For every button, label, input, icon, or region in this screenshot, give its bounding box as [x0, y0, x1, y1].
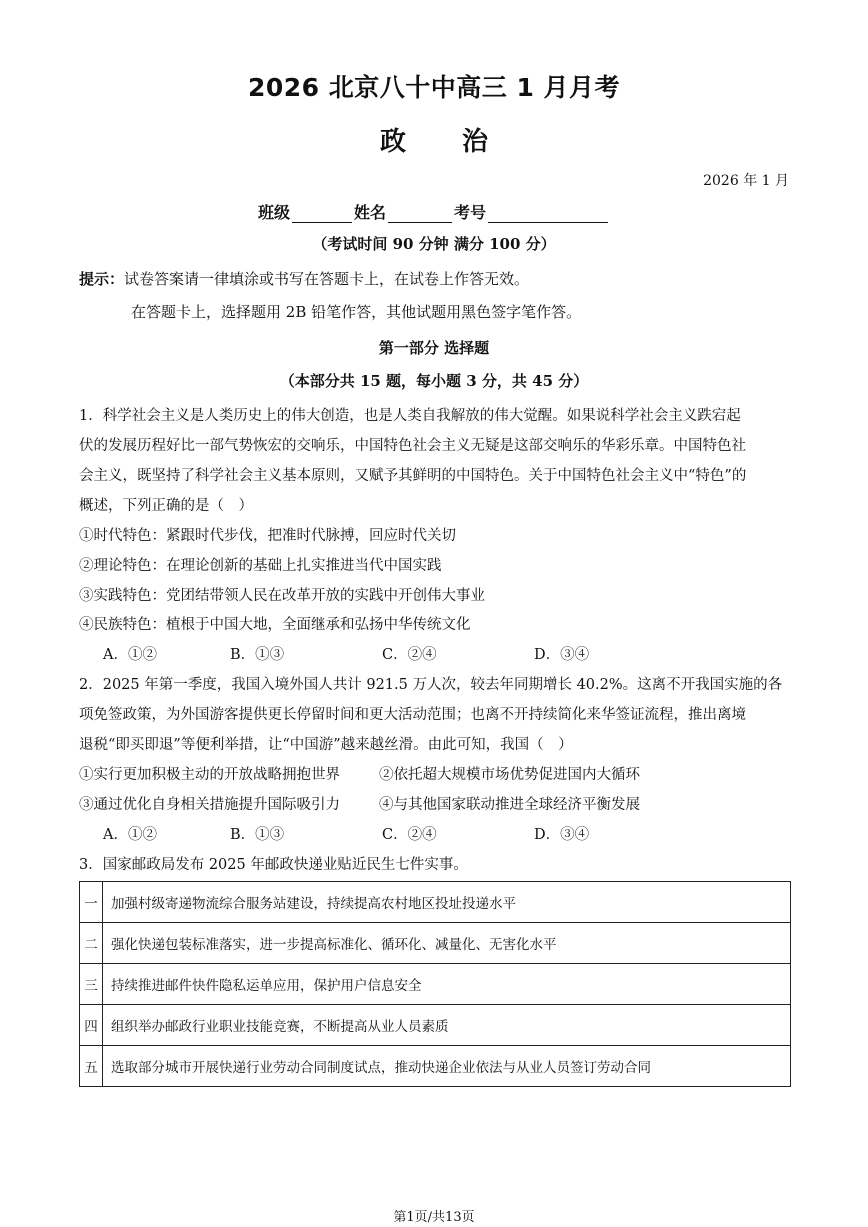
- table-row-text: 强化快递包装标准落实，进一步提高标准化、循环化、减量化、无害化水平: [103, 923, 791, 964]
- hint-line-1: [79, 268, 529, 289]
- q1-option-b[interactable]: B．①③: [230, 647, 285, 663]
- q2-option-a[interactable]: A．①②: [103, 827, 157, 843]
- q2-option-d[interactable]: D．③④: [534, 827, 590, 843]
- q1-item-3: ③实践特色：党团结带领人民在改革开放的实践中开创伟大事业: [79, 588, 485, 604]
- q1-option-d[interactable]: D．③④: [534, 647, 590, 663]
- q1-item-4: ④民族特色：植根于中国大地，全面继承和弘扬中华传统文化: [79, 617, 471, 633]
- table-row: [80, 1005, 791, 1046]
- table-row: [80, 964, 791, 1005]
- name-label: 姓名: [353, 203, 386, 222]
- q2-stem-line-2: 项免签政策，为外国游客提供更长停留时间和更大活动范围；也离不开持续简化来华签证流程，推出离境: [79, 707, 746, 723]
- student-info-fields: [0, 200, 868, 223]
- hint-line-2: 在答题卡上，选择题用 2B 铅笔作答，其他试题用黑色签字笔作答。: [131, 303, 582, 321]
- subject-char-1: 政: [379, 127, 406, 157]
- part-info: （本部分共 15 题，每小题 3 分，共 45 分）: [279, 372, 589, 390]
- page-number: 第1页/共13页: [393, 1210, 475, 1225]
- id-label: 考号: [454, 203, 487, 222]
- table-row-number: 一: [80, 882, 103, 923]
- q1-item-1: ①时代特色：紧跟时代步伐，把准时代脉搏，回应时代关切: [79, 528, 456, 544]
- q2-item-4: ④与其他国家联动推进全球经济平衡发展: [379, 797, 640, 813]
- table-row-text: 持续推进邮件快件隐私运单应用，保护用户信息安全: [103, 964, 791, 1005]
- q1-stem-line-2: 伏的发展历程好比一部气势恢宏的交响乐，中国特色社会主义无疑是这部交响乐的华彩乐章。中国特色社: [79, 438, 746, 454]
- part-title: 第一部分 选择题: [378, 339, 490, 357]
- q2-item-1: ①实行更加积极主动的开放战略拥抱世界: [79, 767, 340, 783]
- hint-text-1: 试卷答案请一律填涂或书写在答题卡上，在试卷上作答无效。: [124, 270, 530, 288]
- table-row: [80, 1046, 791, 1087]
- q2-item-3: ③通过优化自身相关措施提升国际吸引力: [79, 797, 340, 813]
- q3-stem: 3．国家邮政局发布 2025 年邮政快递业贴近民生七件实事。: [79, 857, 468, 873]
- q1-stem-line-1: 1．科学社会主义是人类历史上的伟大创造，也是人类自我解放的伟大觉醒。如果说科学社会主义跌宕起: [79, 408, 741, 424]
- q2-option-b[interactable]: B．①③: [230, 827, 285, 843]
- q1-option-c[interactable]: C．②④: [382, 647, 437, 663]
- q1-option-a[interactable]: A．①②: [103, 647, 157, 663]
- table-row-number: 二: [80, 923, 103, 964]
- subject-char-2: 治: [462, 127, 489, 157]
- class-label: 班级: [257, 203, 290, 222]
- subject-title: [0, 121, 868, 158]
- table-row-number: 三: [80, 964, 103, 1005]
- exam-date: 2026 年 1 月: [703, 173, 789, 189]
- q1-item-2: ②理论特色：在理论创新的基础上扎实推进当代中国实践: [79, 558, 442, 574]
- exam-title: 2026 北京八十中高三 1 月月考: [247, 73, 621, 102]
- q1-stem-line-4: 概述，下列正确的是（ ）: [79, 498, 253, 514]
- class-blank[interactable]: [292, 204, 352, 223]
- name-blank[interactable]: [388, 204, 452, 223]
- table-row: [80, 923, 791, 964]
- table-row-text: 组织举办邮政行业职业技能竞赛，不断提高从业人员素质: [103, 1005, 791, 1046]
- q2-option-c[interactable]: C．②④: [382, 827, 437, 843]
- q2-stem-line-3: 退税“即买即退”等便利举措，让“中国游”越来越丝滑。由此可知，我国（ ）: [79, 737, 573, 753]
- exam-info: （考试时间 90 分钟 满分 100 分）: [312, 235, 556, 253]
- postal-services-table: [79, 881, 791, 1087]
- q1-stem-line-3: 会主义，既坚持了科学社会主义基本原则，又赋予其鲜明的中国特色。关于中国特色社会主义中“特色”的: [79, 468, 747, 484]
- table-row-number: 五: [80, 1046, 103, 1087]
- table-row-text: 加强村级寄递物流综合服务站建设，持续提高农村地区投址投递水平: [103, 882, 791, 923]
- table-row-number: 四: [80, 1005, 103, 1046]
- id-blank[interactable]: [488, 204, 608, 223]
- table-row: [80, 882, 791, 923]
- q2-item-2: ②依托超大规模市场优势促进国内大循环: [379, 767, 640, 783]
- hint-label: 提示：: [79, 270, 125, 288]
- table-row-text: 选取部分城市开展快递行业劳动合同制度试点，推动快递企业依法与从业人员签订劳动合同: [103, 1046, 791, 1087]
- q2-stem-line-1: 2．2025 年第一季度，我国入境外国人共计 921.5 万人次，较去年同期增长 40.2%。这离不开我国实施的各: [79, 677, 783, 693]
